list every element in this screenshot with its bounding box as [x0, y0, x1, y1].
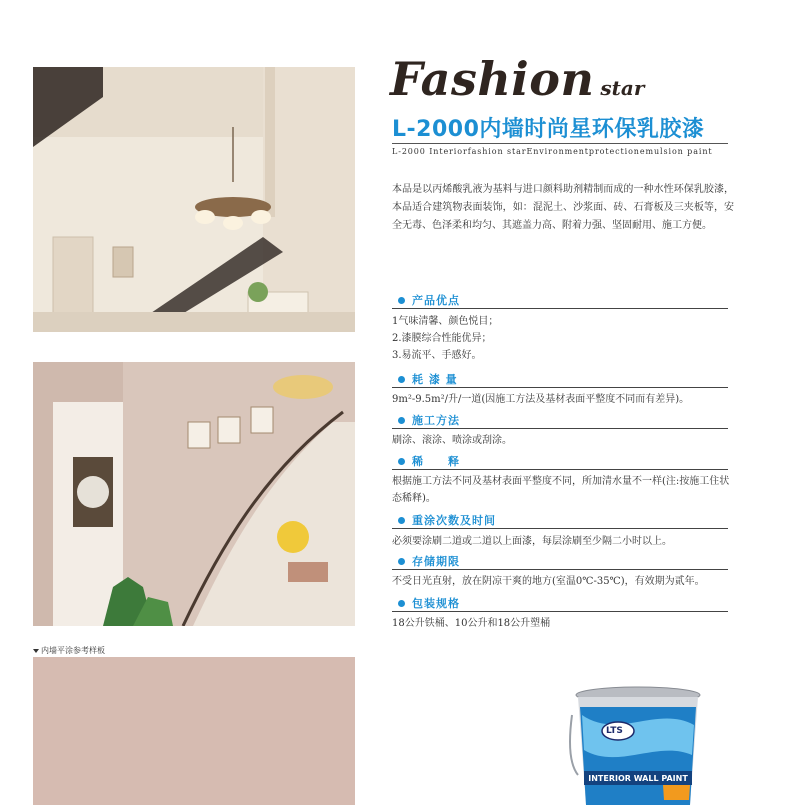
- section-body-recoat: [392, 533, 732, 550]
- section-header-application: [392, 412, 728, 429]
- section-title: 重涂次数及时间: [412, 514, 496, 527]
- section-line: 18公升铁桶、10公升和18公升塑桶: [392, 618, 551, 629]
- product-intro: 本品是以丙烯酸乳液为基料与进口颜料助剂精制而成的一种水性环保乳胶漆，本品适合建筑物表面装饰，如：混泥土、沙浆面、砖、石膏板及三夹板等，安全无毒、色泽柔和均匀、其遮盖力高、附着力强、坚固耐用、施工方便。: [392, 184, 734, 231]
- brand-main-text: Fashion: [390, 52, 595, 106]
- can-label-text: INTERIOR WALL PAINT: [588, 774, 688, 783]
- section-header-recoat: [392, 512, 728, 529]
- section-title: 包装规格: [412, 597, 460, 610]
- section-line: 必须要涂刷二道或二道以上面漆，每层涂刷至少隔二小时以上。: [392, 536, 672, 547]
- interior-photo-staircase: [33, 67, 355, 332]
- interior-photo-curved-staircase: [33, 362, 355, 626]
- section-line: 9m²-9.5m²/升/一道(因施工方法及基材表面平整度不同而有差异)。: [392, 394, 690, 405]
- triangle-down-icon: [33, 649, 39, 653]
- swatch-caption-text: 内墙平涂参考样板: [41, 646, 105, 655]
- blue-dot-icon: [398, 297, 405, 304]
- title-divider: [392, 143, 728, 144]
- section-line: 刷涂、滚涂、喷涂或刮涂。: [392, 435, 512, 446]
- brand-sub-text: star: [600, 76, 645, 100]
- section-body-storage: [392, 573, 732, 590]
- section-body-advantages: [392, 313, 732, 364]
- swatch-caption: [33, 645, 105, 656]
- paint-can-image: [568, 685, 708, 805]
- section-header-storage: [392, 553, 728, 570]
- blue-dot-icon: [398, 558, 405, 565]
- section-title: 耗 漆 量: [412, 373, 458, 386]
- section-header-coverage: [392, 371, 728, 388]
- color-swatch: [33, 657, 355, 805]
- section-body-coverage: [392, 391, 732, 408]
- section-header-packaging: [392, 595, 728, 612]
- can-brand-text: LTS: [606, 726, 623, 736]
- section-line: 2.漆膜综合性能优异；: [392, 333, 492, 344]
- section-line: 不受日光直射，放在阴凉干爽的地方(室温0℃-35℃)，有效期为贰年。: [392, 576, 705, 587]
- brand-logo: [390, 52, 644, 106]
- product-english-name: L-2000 Interiorfashion starEnvironmentprotectionemulsion paint: [392, 147, 713, 156]
- section-title: 产品优点: [412, 294, 460, 307]
- section-header-dilution: [392, 453, 728, 470]
- blue-dot-icon: [398, 417, 405, 424]
- section-body-application: [392, 432, 732, 449]
- section-title: 稀 释: [412, 455, 460, 468]
- blue-dot-icon: [398, 517, 405, 524]
- section-line: 1气味清馨、颜色悦目；: [392, 316, 499, 327]
- section-title: 施工方法: [412, 414, 460, 427]
- section-body-dilution: [392, 473, 732, 507]
- section-line: 根据施工方法不同及基材表面平整度不同，所加清水量不一样(注:按施工住状态稀释)。: [392, 476, 730, 504]
- product-title: L-2000内墙时尚星环保乳胶漆: [392, 117, 705, 142]
- section-line: 3.易流平、手感好。: [392, 350, 482, 361]
- blue-dot-icon: [398, 376, 405, 383]
- section-header-advantages: [392, 292, 728, 309]
- blue-dot-icon: [398, 600, 405, 607]
- section-body-packaging: [392, 615, 732, 632]
- section-title: 存储期限: [412, 555, 460, 568]
- blue-dot-icon: [398, 458, 405, 465]
